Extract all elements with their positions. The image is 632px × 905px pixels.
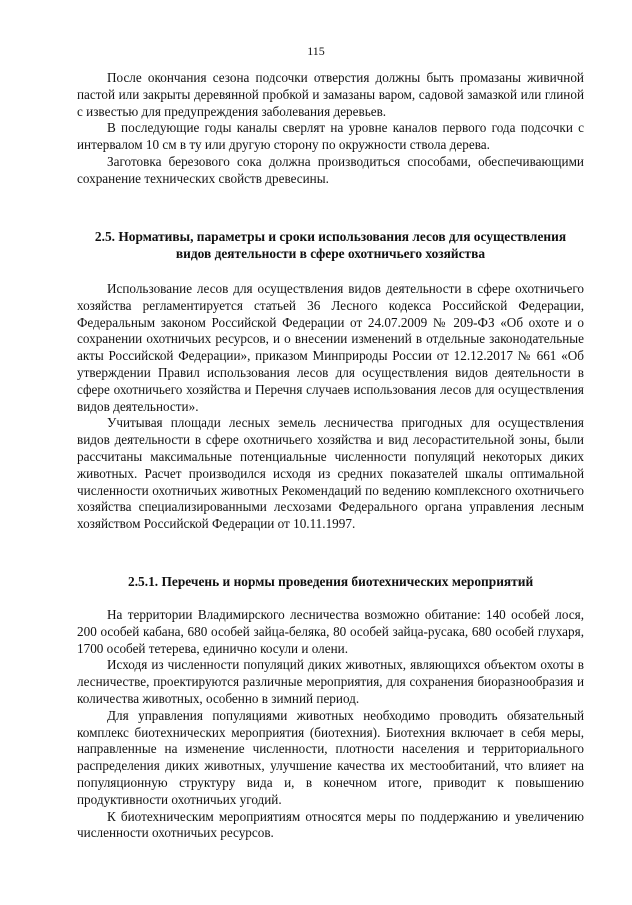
- paragraph: Для управления популяциями животных необходимо проводить обязательный комплекс биотехнических мероприятия (биотехния). Биотехния включает в себя меры, направленные на изменение численности, плотности населения и территориального распределения диких животных, улучшение качества их местообитаний, что влияет на популяционную структуру вида и, в конечном итоге, приводит к повышению продуктивности охотничьих угодий.: [77, 707, 584, 807]
- paragraph: На территории Владимирского лесничества возможно обитание: 140 особей лося, 200 особей кабана, 680 особей зайца-беляка, 80 особей зайца-русака, 680 особей глухаря, 1700 особей тетерева, единично косули и олени.: [77, 607, 584, 656]
- section-2-5-1-text: [77, 607, 584, 842]
- page-number: 115: [307, 44, 325, 58]
- paragraph: Заготовка березового сока должна производиться способами, обеспечивающими сохранение технических свойств древесины.: [77, 153, 584, 186]
- section-heading-2-5-1: 2.5.1. Перечень и нормы проведения биотехнических мероприятий: [128, 574, 534, 589]
- paragraph: После окончания сезона подсочки отверстия должны быть промазаны живичной пастой или закрыты деревянной пробкой и замазаны варом, садовой замазкой или глиной с известью для предупреждения заболевания деревьев.: [77, 70, 584, 119]
- paragraph: Использование лесов для осуществления видов деятельности в сфере охотничьего хозяйства регламентируется статьей 36 Лесного кодекса Российской Федерации, Федеральным законом Российской Федерации от 24.07.2009 № 209-ФЗ «Об охоте и о сохранении охотничьих ресурсов, и о внесении изменений в отдельные законодательные акты Российской Федерации», приказом Минприроды России от 12.12.2017 № 661 «Об утверждении Правил использования лесов для осуществления видов деятельности в сфере охотничьего хозяйства и Перечня случаев использования лесов для осуществления видов деятельности».: [77, 281, 584, 414]
- section-heading-2-5: 2.5. Нормативы, параметры и сроки использования лесов для осуществления видов деятельности в сфере охотничьего хозяйства: [94, 229, 567, 261]
- paragraph: В последующие годы каналы сверлят на уровне каналов первого года подсочки с интервалом 10 см в ту или другую сторону по окружности ствола дерева.: [77, 120, 584, 153]
- intro-text: [77, 70, 584, 188]
- section-2-5-text: [77, 281, 584, 533]
- paragraph: К биотехническим мероприятиям относятся меры по поддержанию и увеличению численности охотничьих ресурсов.: [77, 808, 584, 841]
- paragraph: Учитывая площади лесных земель лесничества пригодных для осуществления видов деятельности в сфере охотничьего хозяйства и вид лесорастительной зоны, были рассчитаны максимальные потенциальные численности популяций некоторых диких животных. Расчет производился исходя из средних показателей шкалы оптимальной численности охотничьих животных Рекомендаций по ведению комплексного охотничьего хозяйства специализированными лесхозами Федерального органа управления лесным хозяйством Российской Федерации от 10.11.1997.: [77, 415, 584, 532]
- paragraph: Исходя из численности популяций диких животных, являющихся объектом охоты в лесничестве, проектируются различные мероприятия, для сохранения биоразнообразия и количества животных, особенно в зимний период.: [77, 657, 584, 706]
